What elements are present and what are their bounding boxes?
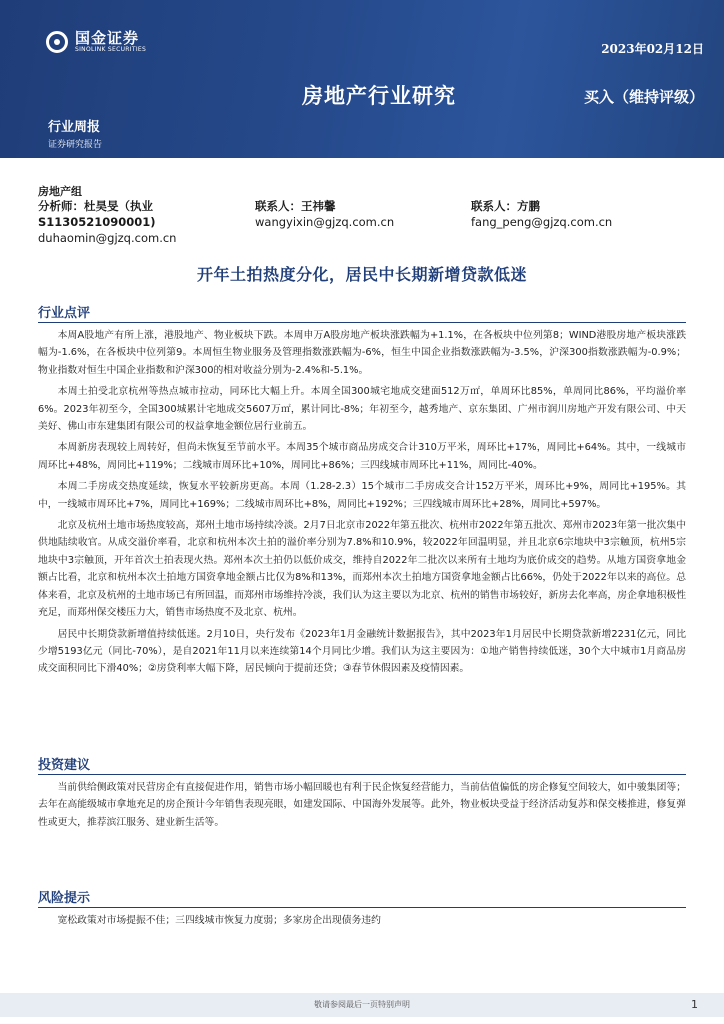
rating-badge: 买入（维持评级）: [583, 88, 704, 106]
paragraph: 本周土拍受北京杭州等热点城市拉动，同环比大幅上升。本周全国300城宅地成交建面512万㎡，单周环比85%，单周同比86%，平均溢价率6%。2023年初至今，全国300城累计宅地成交5607万㎡，累计同比-8%；年初至今，越秀地产、京东集团、广州市润川房地产开发有限公司、中天美好、佛山市东建集团有限公司的权益拿地金额位居行业前五。: [38, 386, 686, 433]
report-subtype: 证券研究报告: [48, 140, 103, 150]
contact-2-email[interactable]: wangyixin@gjzq.com.cn: [255, 215, 395, 229]
report-date: 2023年02月12日: [601, 42, 704, 56]
header-background: [0, 0, 724, 158]
footer-disclaimer: 敬请参阅最后一页特别声明: [314, 1000, 410, 1009]
contact-2: [255, 198, 394, 230]
logo-text: [75, 30, 146, 54]
logo-mark-icon: [46, 31, 68, 53]
contact-3-email[interactable]: fang_peng@gjzq.com.cn: [471, 215, 613, 229]
paragraph: 本周新房表现较上周转好，但尚未恢复至节前水平。本周35个城市商品房成交合计310万平米，周环比+17%，周同比+64%。其中，一线城市周环比+48%，周同比+119%；二线城市周环比+10%，周同比+86%；三四线城市周环比+11%，周同比-40%。: [38, 442, 686, 471]
section-risk-title: 风险提示: [38, 887, 686, 908]
section-review-title: 行业点评: [38, 302, 686, 323]
company-logo: [46, 30, 146, 54]
paragraph: 本周二手房成交热度延续，恢复水平较新房更高。本周（1.28-2.3）15个城市二手房成交合计152万平米，周环比+9%，周同比+195%。其中，一线城市周环比+7%，周同比+169%；二线城市周环比+8%，周同比+192%；三四线城市周环比+28%，周同比+597%。: [38, 481, 686, 510]
report-headline: 开年土拍热度分化，居民中长期新增贷款低迷: [196, 265, 527, 284]
analyst-1-name: 分析师：杜昊旻（执业: [38, 199, 153, 213]
page-number: 1: [691, 998, 698, 1011]
section-risk: [38, 887, 686, 933]
paragraph: 宽松政策对市场提振不佳；三四线城市恢复力度弱；多家房企出现债务违约: [57, 915, 381, 926]
contact-2-name: 联系人：王祎馨: [255, 199, 336, 213]
team-name: 房地产组: [38, 185, 82, 198]
logo-en: SINOLINK SECURITIES: [75, 46, 147, 53]
paragraph: 居民中长期贷款新增值持续低迷。2月10日，央行发布《2023年1月金融统计数据报告》，其中2023年1月居民中长期贷款新增2231亿元，同比少增5193亿元（同比-70%），是自2021年11月以来连续第14个月同比少增。我们认为这主要因为：①地产销售持续低迷，30个大中城市1月商品房成交面积同比下滑40%；②房贷利率大幅下降，居民倾向于提前还贷；③春节休假因素及疫情因素。: [38, 628, 686, 675]
paragraph: 北京及杭州土地市场热度较高，郑州土地市场持续冷淡。2月7日北京市2022年第五批次、杭州市2022年第五批次、郑州市2023年第一批次集中供地陆续收官。从成交溢价率看，北京和杭州本次土拍的溢价率分别为7.8%和10.9%，较2022年回温明显，并且北京6宗地块中3宗触顶，杭州5宗地块中3宗触顶，开年首次土拍表现火热。郑州本次土拍仍以低价成交，维持自2022年二批次以来所有土地均为底价成交的趋势。从地方国资拿地金额占比看，北京和杭州本次土拍地方国资拿地金额占比仅为8%和13%，而郑州本次土拍地方国资拿地金额占比66%，仍处于2022年以来的高位。总体来看，北京及杭州的土地市场已有所回温，而郑州市场维持冷淡，我们认为这主要以为北京、杭州的销售市场较好，新房去化率高，房企拿地积极性充足，而郑州保交楼压力大，销售市场热度不及北京、杭州。: [38, 520, 686, 619]
paragraph: 当前供给侧政策对民营房企有直接促进作用，销售市场小幅回暖也有利于民企恢复经营能力，当前估值偏低的房企修复空间较大，如中骏集团等；去年在高能级城市拿地充足的房企预计今年销售表现亮眼，如建发国际、中国海外发展等。此外，物业板块受益于经济活动复苏和保交楼推进，修复弹性或更大，推荐滨江服务、建业新生活等。: [38, 782, 686, 828]
report-header: [0, 0, 724, 158]
report-title: 房地产行业研究: [302, 84, 456, 108]
contact-3: [471, 198, 612, 230]
contact-3-name: 联系人：方鹏: [471, 199, 540, 213]
section-advice-title: 投资建议: [38, 754, 686, 775]
paragraph: 本周A股地产有所上涨，港股地产、物业板块下跌。本周申万A股房地产板块涨跌幅为+1.1%，在各板块中位列第8；WIND港股房地产板块涨跌幅为-1.6%，在各板块中位列第9。本周恒生物业服务及管理指数涨跌幅为-6%，恒生中国企业指数涨跌幅为-3.5%，沪深300指数涨跌幅为-0.9%；物业指数对恒生中国企业指数和沪深300的相对收益分别为-2.4%和-5.1%。: [38, 330, 686, 376]
logo-cn: 国金证券: [75, 29, 140, 47]
report-type: 行业周报: [48, 120, 101, 135]
section-advice: [38, 754, 686, 835]
section-review: [38, 302, 686, 682]
analyst-1: [38, 198, 238, 246]
analyst-1-email[interactable]: duhaomin@gjzq.com.cn: [38, 231, 177, 245]
analyst-1-cert: S1130521090001): [38, 215, 156, 229]
